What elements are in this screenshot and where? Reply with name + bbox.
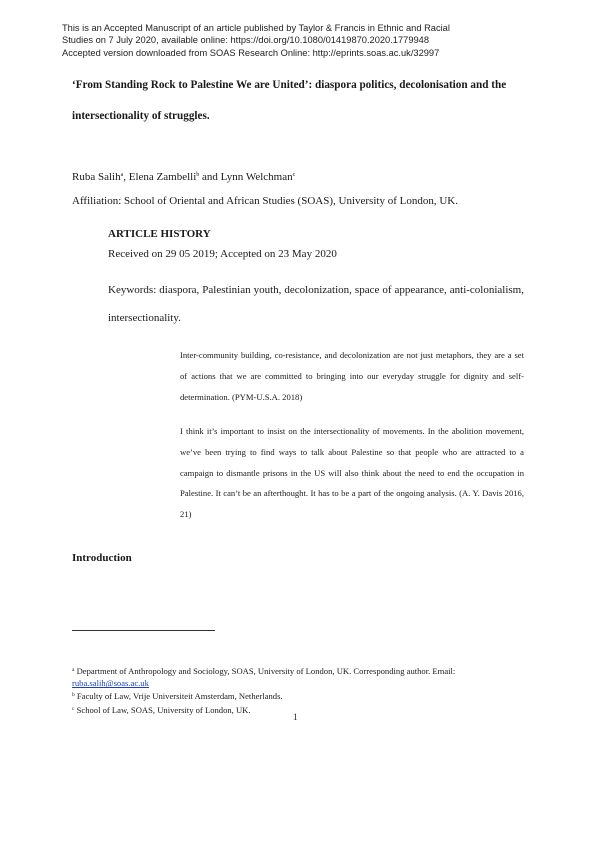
epigraph-quote: I think it’s important to insist on the intersectionality of movements. In the abolition movement, we’ve been trying to find ways to talk about Palestine so that people who are attracted to a campaign to dismantle prisons in the US will also think about the need to end the occupation in Palestine. It can’t be an afterthought. It has to be a part of the ongoing analysis. (A. Y. Davis 2016, 21)	[180, 426, 524, 520]
article-history-dates: Received on 29 05 2019; Accepted on 23 May 2020	[108, 248, 337, 260]
author-marker: c	[292, 172, 296, 178]
author-name: Ruba Salih	[72, 171, 121, 183]
accepted-manuscript-notice	[62, 22, 532, 59]
footnote	[72, 689, 527, 702]
author-marker: a	[120, 172, 124, 178]
author-name: Lynn Welchman	[220, 171, 293, 183]
author-marker: b	[196, 172, 200, 178]
footnote-marker: b	[72, 692, 75, 699]
footnote-text: School of Law, SOAS, University of London, UK.	[74, 704, 251, 715]
footnote-marker: a	[72, 667, 75, 673]
epigraph-quote: Inter-community building, co-resistance, and decolonization are not just metaphors, they are a set of actions that we are committed to bringing into our everyday struggle for dignity and self-determination. (PYM-U.S.A. 2018)	[180, 350, 524, 402]
email-link[interactable]: ruba.salih@soas.ac.uk	[72, 678, 149, 689]
author-separator: ,	[123, 171, 129, 183]
footnote-text: Department of Anthropology and Sociology, SOAS, University of London, UK. Corresponding author. Email:	[74, 666, 456, 676]
article-history-heading: ARTICLE HISTORY	[108, 228, 211, 240]
footnote-divider	[72, 630, 215, 631]
footnote	[72, 703, 527, 716]
footnote-marker: c	[72, 705, 75, 712]
page-number: 1	[293, 712, 298, 722]
footnote-text: Faculty of Law, Vrije Universiteit Amsterdam, Netherlands.	[74, 691, 283, 702]
keywords: Keywords: diaspora, Palestinian youth, decolonization, space of appearance, anti-colonialism, intersectionality.	[108, 284, 524, 324]
author-list	[72, 171, 295, 183]
section-heading: Introduction	[72, 552, 132, 564]
notice-line-3: Accepted version downloaded from SOAS Research Online: http://eprints.soas.ac.uk/32997	[62, 47, 440, 58]
author-separator: and	[199, 171, 221, 183]
footnote	[72, 664, 527, 689]
notice-line-2: Studies on 7 July 2020, available online: https://doi.org/10.1080/01419870.2020.1779948	[62, 35, 430, 46]
author-name: Elena Zambelli	[128, 171, 197, 183]
affiliation: Affiliation: School of Oriental and African Studies (SOAS), University of London, UK.	[72, 195, 458, 207]
article-title: ‘From Standing Rock to Palestine We are United’: diaspora politics, decolonisation and the intersectionality of struggles.	[72, 79, 507, 122]
footnotes	[72, 664, 527, 716]
notice-line-1: This is an Accepted Manuscript of an article published by Taylor & Francis in Ethnic and Racial	[62, 23, 450, 33]
